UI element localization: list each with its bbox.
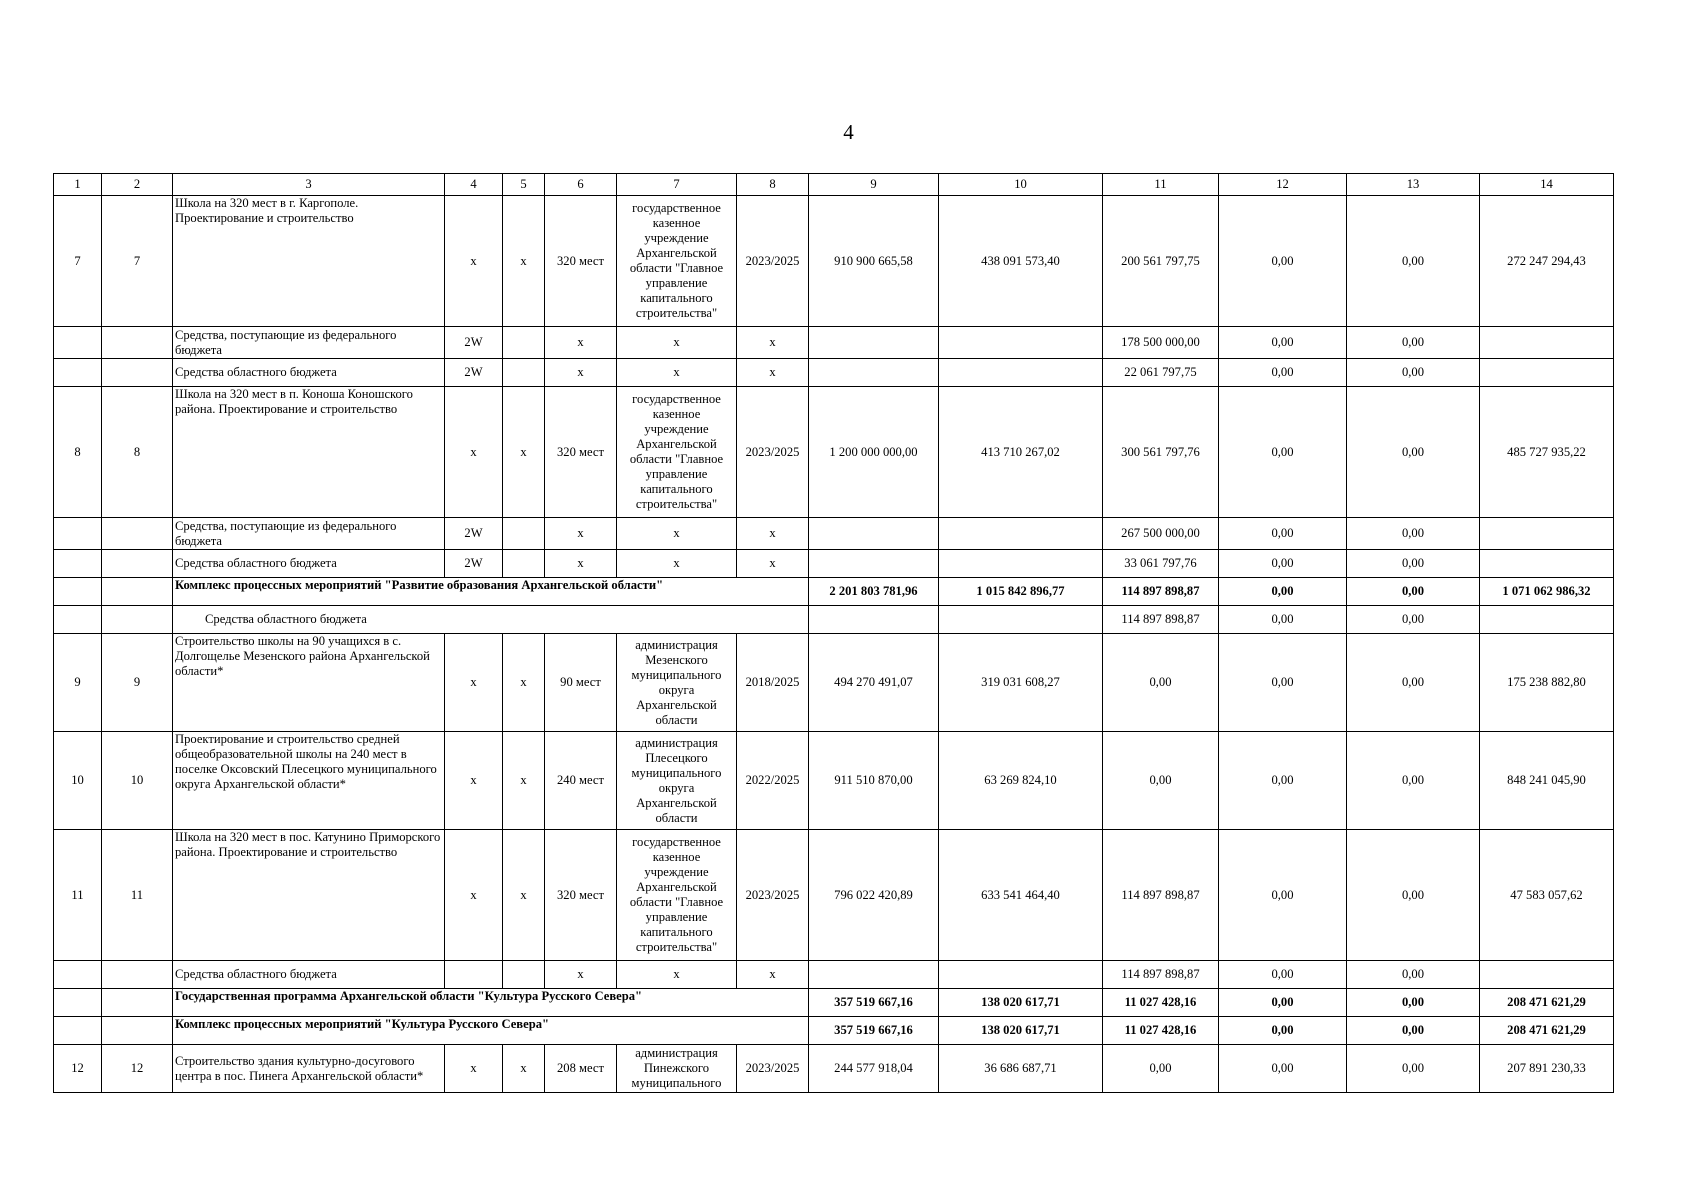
amount-v11: 22 061 797,75 (1103, 359, 1219, 387)
empty-cell (503, 550, 545, 578)
object-row (54, 732, 1614, 830)
col6-value: х (545, 518, 617, 550)
row-index: 12 (102, 1045, 173, 1093)
section-amount-v14: 1 071 062 986,32 (1480, 578, 1614, 606)
empty-cell (503, 359, 545, 387)
column-header-3: 3 (173, 174, 445, 196)
section-amount-v10: 138 020 617,71 (939, 989, 1103, 1017)
section-amount-v14: 208 471 621,29 (1480, 1017, 1614, 1045)
empty-cell (54, 989, 102, 1017)
budget-code: 2W (445, 327, 503, 359)
object-name: Проектирование и строительство средней общеобразовательной школы на 240 мест в поселке Оксовский Плесецкого муниципального округа Архангельской области* (173, 732, 445, 830)
row-number: 10 (54, 732, 102, 830)
amount-v9: 796 022 420,89 (809, 830, 939, 961)
col4-value: х (445, 732, 503, 830)
col4-value: х (445, 634, 503, 732)
customer-name: администрация Мезенского муниципального округа Архангельской области (617, 634, 737, 732)
empty-cell (102, 327, 173, 359)
funding-source-name: Средства, поступающие из федерального бюджета (173, 327, 445, 359)
capacity-value: 320 мест (545, 830, 617, 961)
subsource-row (54, 606, 1614, 634)
col5-value: х (503, 1045, 545, 1093)
empty-cell (54, 550, 102, 578)
empty-cell (939, 359, 1103, 387)
period-value: 2023/2025 (737, 387, 809, 518)
funding-source-name: Средства областного бюджета (173, 961, 445, 989)
amount-v10: 36 686 687,71 (939, 1045, 1103, 1093)
amount-v9: 1 200 000 000,00 (809, 387, 939, 518)
capacity-value: 240 мест (545, 732, 617, 830)
amount-v12: 0,00 (1219, 961, 1347, 989)
amount-v11: 0,00 (1103, 634, 1219, 732)
empty-cell (1480, 606, 1614, 634)
col4-value: х (445, 387, 503, 518)
col6-value: х (545, 961, 617, 989)
amount-v13: 0,00 (1347, 606, 1480, 634)
empty-cell (1480, 550, 1614, 578)
capacity-value: 320 мест (545, 387, 617, 518)
empty-cell (503, 518, 545, 550)
source-row (54, 518, 1614, 550)
col5-value: х (503, 196, 545, 327)
amount-v14: 848 241 045,90 (1480, 732, 1614, 830)
amount-v9: 910 900 665,58 (809, 196, 939, 327)
amount-v10: 438 091 573,40 (939, 196, 1103, 327)
budget-code (445, 961, 503, 989)
section-amount-v9: 2 201 803 781,96 (809, 578, 939, 606)
col8-value: х (737, 518, 809, 550)
empty-cell (809, 327, 939, 359)
empty-cell (54, 518, 102, 550)
col7-value: х (617, 359, 737, 387)
empty-cell (809, 606, 939, 634)
empty-cell (809, 518, 939, 550)
amount-v10: 633 541 464,40 (939, 830, 1103, 961)
col8-value: х (737, 359, 809, 387)
row-number: 11 (54, 830, 102, 961)
empty-cell (939, 550, 1103, 578)
section-amount-v11: 114 897 898,87 (1103, 578, 1219, 606)
object-name: Строительство школы на 90 учащихся в с. Долгощелье Мезенского района Архангельской области* (173, 634, 445, 732)
amount-v9: 911 510 870,00 (809, 732, 939, 830)
object-row (54, 1045, 1614, 1093)
col5-value: х (503, 387, 545, 518)
row-number: 9 (54, 634, 102, 732)
amount-v11: 300 561 797,76 (1103, 387, 1219, 518)
col8-value: х (737, 327, 809, 359)
column-header-2: 2 (102, 174, 173, 196)
budget-code: 2W (445, 359, 503, 387)
column-header-7: 7 (617, 174, 737, 196)
period-value: 2023/2025 (737, 196, 809, 327)
empty-cell (1480, 961, 1614, 989)
amount-v12: 0,00 (1219, 830, 1347, 961)
customer-name: государственное казенное учреждение Архангельской области "Главное управление капитального строительства" (617, 387, 737, 518)
column-header-9: 9 (809, 174, 939, 196)
empty-cell (102, 1017, 173, 1045)
amount-v13: 0,00 (1347, 732, 1480, 830)
object-row (54, 634, 1614, 732)
period-value: 2023/2025 (737, 830, 809, 961)
funding-source-name: Средства, поступающие из федерального бюджета (173, 518, 445, 550)
empty-cell (102, 578, 173, 606)
period-value: 2018/2025 (737, 634, 809, 732)
amount-v13: 0,00 (1347, 327, 1480, 359)
section-amount-v9: 357 519 667,16 (809, 1017, 939, 1045)
object-row (54, 830, 1614, 961)
section-row (54, 1017, 1614, 1045)
amount-v12: 0,00 (1219, 606, 1347, 634)
funding-source-name: Средства областного бюджета (173, 359, 445, 387)
period-value: 2022/2025 (737, 732, 809, 830)
col7-value: х (617, 961, 737, 989)
amount-v10: 319 031 608,27 (939, 634, 1103, 732)
section-amount-v10: 138 020 617,71 (939, 1017, 1103, 1045)
empty-cell (102, 961, 173, 989)
section-amount-v12: 0,00 (1219, 578, 1347, 606)
col6-value: х (545, 359, 617, 387)
section-title: Государственная программа Архангельской области "Культура Русского Севера" (173, 989, 809, 1017)
column-header-5: 5 (503, 174, 545, 196)
col5-value: х (503, 634, 545, 732)
column-header-6: 6 (545, 174, 617, 196)
amount-v14: 175 238 882,80 (1480, 634, 1614, 732)
amount-v13: 0,00 (1347, 961, 1480, 989)
page-number: 4 (843, 120, 854, 144)
capacity-value: 208 мест (545, 1045, 617, 1093)
source-row (54, 550, 1614, 578)
amount-v13: 0,00 (1347, 359, 1480, 387)
amount-v12: 0,00 (1219, 1045, 1347, 1093)
amount-v11: 33 061 797,76 (1103, 550, 1219, 578)
row-index: 10 (102, 732, 173, 830)
section-title: Комплекс процессных мероприятий "Культура Русского Севера" (173, 1017, 809, 1045)
object-name: Школа на 320 мест в пос. Катунино Приморского района. Проектирование и строительство (173, 830, 445, 961)
capacity-value: 90 мест (545, 634, 617, 732)
amount-v13: 0,00 (1347, 196, 1480, 327)
empty-cell (809, 550, 939, 578)
amount-v12: 0,00 (1219, 359, 1347, 387)
row-index: 8 (102, 387, 173, 518)
amount-v12: 0,00 (1219, 550, 1347, 578)
amount-v12: 0,00 (1219, 518, 1347, 550)
col4-value: х (445, 830, 503, 961)
column-header-1: 1 (54, 174, 102, 196)
empty-cell (54, 1017, 102, 1045)
amount-v13: 0,00 (1347, 830, 1480, 961)
empty-cell (102, 606, 173, 634)
section-row (54, 578, 1614, 606)
empty-cell (1480, 518, 1614, 550)
amount-v13: 0,00 (1347, 634, 1480, 732)
section-row (54, 989, 1614, 1017)
customer-name: государственное казенное учреждение Архангельской области "Главное управление капитального строительства" (617, 830, 737, 961)
section-amount-v12: 0,00 (1219, 989, 1347, 1017)
amount-v14: 207 891 230,33 (1480, 1045, 1614, 1093)
section-amount-v11: 11 027 428,16 (1103, 989, 1219, 1017)
amount-v13: 0,00 (1347, 550, 1480, 578)
amount-v12: 0,00 (1219, 196, 1347, 327)
amount-v9: 244 577 918,04 (809, 1045, 939, 1093)
empty-cell (939, 606, 1103, 634)
col7-value: х (617, 550, 737, 578)
col8-value: х (737, 550, 809, 578)
row-index: 11 (102, 830, 173, 961)
empty-cell (54, 359, 102, 387)
empty-cell (102, 989, 173, 1017)
source-row (54, 327, 1614, 359)
amount-v12: 0,00 (1219, 387, 1347, 518)
section-title: Комплекс процессных мероприятий "Развитие образования Архангельской области" (173, 578, 809, 606)
column-header-4: 4 (445, 174, 503, 196)
empty-cell (939, 327, 1103, 359)
section-amount-v13: 0,00 (1347, 989, 1480, 1017)
column-header-13: 13 (1347, 174, 1480, 196)
col5-value: х (503, 830, 545, 961)
empty-cell (102, 518, 173, 550)
amount-v11: 114 897 898,87 (1103, 961, 1219, 989)
object-name: Школа на 320 мест в г. Каргополе. Проектирование и строительство (173, 196, 445, 327)
column-header-10: 10 (939, 174, 1103, 196)
amount-v9: 494 270 491,07 (809, 634, 939, 732)
section-amount-v10: 1 015 842 896,77 (939, 578, 1103, 606)
empty-cell (102, 550, 173, 578)
column-header-8: 8 (737, 174, 809, 196)
row-index: 9 (102, 634, 173, 732)
col6-value: х (545, 327, 617, 359)
object-name: Строительство здания культурно-досугового центра в пос. Пинега Архангельской области* (173, 1045, 445, 1093)
empty-cell (54, 327, 102, 359)
amount-v10: 413 710 267,02 (939, 387, 1103, 518)
budget-table (53, 173, 1614, 1093)
empty-cell (102, 359, 173, 387)
empty-cell (54, 961, 102, 989)
amount-v10: 63 269 824,10 (939, 732, 1103, 830)
funding-source-name: Средства областного бюджета (173, 550, 445, 578)
section-amount-v9: 357 519 667,16 (809, 989, 939, 1017)
budget-code: 2W (445, 518, 503, 550)
amount-v12: 0,00 (1219, 732, 1347, 830)
empty-cell (1480, 327, 1614, 359)
empty-cell (809, 359, 939, 387)
col8-value: х (737, 961, 809, 989)
row-index: 7 (102, 196, 173, 327)
col7-value: х (617, 327, 737, 359)
budget-code: 2W (445, 550, 503, 578)
customer-name: государственное казенное учреждение Архангельской области "Главное управление капитального строительства" (617, 196, 737, 327)
source-row (54, 961, 1614, 989)
empty-cell (503, 961, 545, 989)
customer-name: администрация Плесецкого муниципального округа Архангельской области (617, 732, 737, 830)
column-header-14: 14 (1480, 174, 1614, 196)
amount-v11: 200 561 797,75 (1103, 196, 1219, 327)
object-row (54, 196, 1614, 327)
object-row (54, 387, 1614, 518)
col4-value: х (445, 1045, 503, 1093)
amount-v11: 178 500 000,00 (1103, 327, 1219, 359)
source-row (54, 359, 1614, 387)
amount-v13: 0,00 (1347, 1045, 1480, 1093)
col7-value: х (617, 518, 737, 550)
amount-v12: 0,00 (1219, 327, 1347, 359)
empty-cell (1480, 359, 1614, 387)
section-amount-v13: 0,00 (1347, 578, 1480, 606)
amount-v14: 485 727 935,22 (1480, 387, 1614, 518)
row-number: 12 (54, 1045, 102, 1093)
row-number: 7 (54, 196, 102, 327)
amount-v11: 114 897 898,87 (1103, 830, 1219, 961)
funding-source-name: Средства областного бюджета (173, 606, 809, 634)
col4-value: х (445, 196, 503, 327)
capacity-value: 320 мест (545, 196, 617, 327)
amount-v12: 0,00 (1219, 634, 1347, 732)
period-value: 2023/2025 (737, 1045, 809, 1093)
object-name: Школа на 320 мест в п. Коноша Коношского района. Проектирование и строительство (173, 387, 445, 518)
amount-v14: 272 247 294,43 (1480, 196, 1614, 327)
amount-v11: 114 897 898,87 (1103, 606, 1219, 634)
section-amount-v11: 11 027 428,16 (1103, 1017, 1219, 1045)
column-header-11: 11 (1103, 174, 1219, 196)
column-header-12: 12 (1219, 174, 1347, 196)
empty-cell (54, 578, 102, 606)
empty-cell (939, 961, 1103, 989)
row-number: 8 (54, 387, 102, 518)
amount-v11: 0,00 (1103, 732, 1219, 830)
amount-v14: 47 583 057,62 (1480, 830, 1614, 961)
section-amount-v13: 0,00 (1347, 1017, 1480, 1045)
header-row (54, 174, 1614, 196)
customer-name: администрация Пинежского муниципального (617, 1045, 737, 1093)
empty-cell (503, 327, 545, 359)
col5-value: х (503, 732, 545, 830)
section-amount-v12: 0,00 (1219, 1017, 1347, 1045)
empty-cell (809, 961, 939, 989)
col6-value: х (545, 550, 617, 578)
section-amount-v14: 208 471 621,29 (1480, 989, 1614, 1017)
amount-v11: 0,00 (1103, 1045, 1219, 1093)
empty-cell (54, 606, 102, 634)
amount-v13: 0,00 (1347, 518, 1480, 550)
amount-v13: 0,00 (1347, 387, 1480, 518)
amount-v11: 267 500 000,00 (1103, 518, 1219, 550)
empty-cell (939, 518, 1103, 550)
